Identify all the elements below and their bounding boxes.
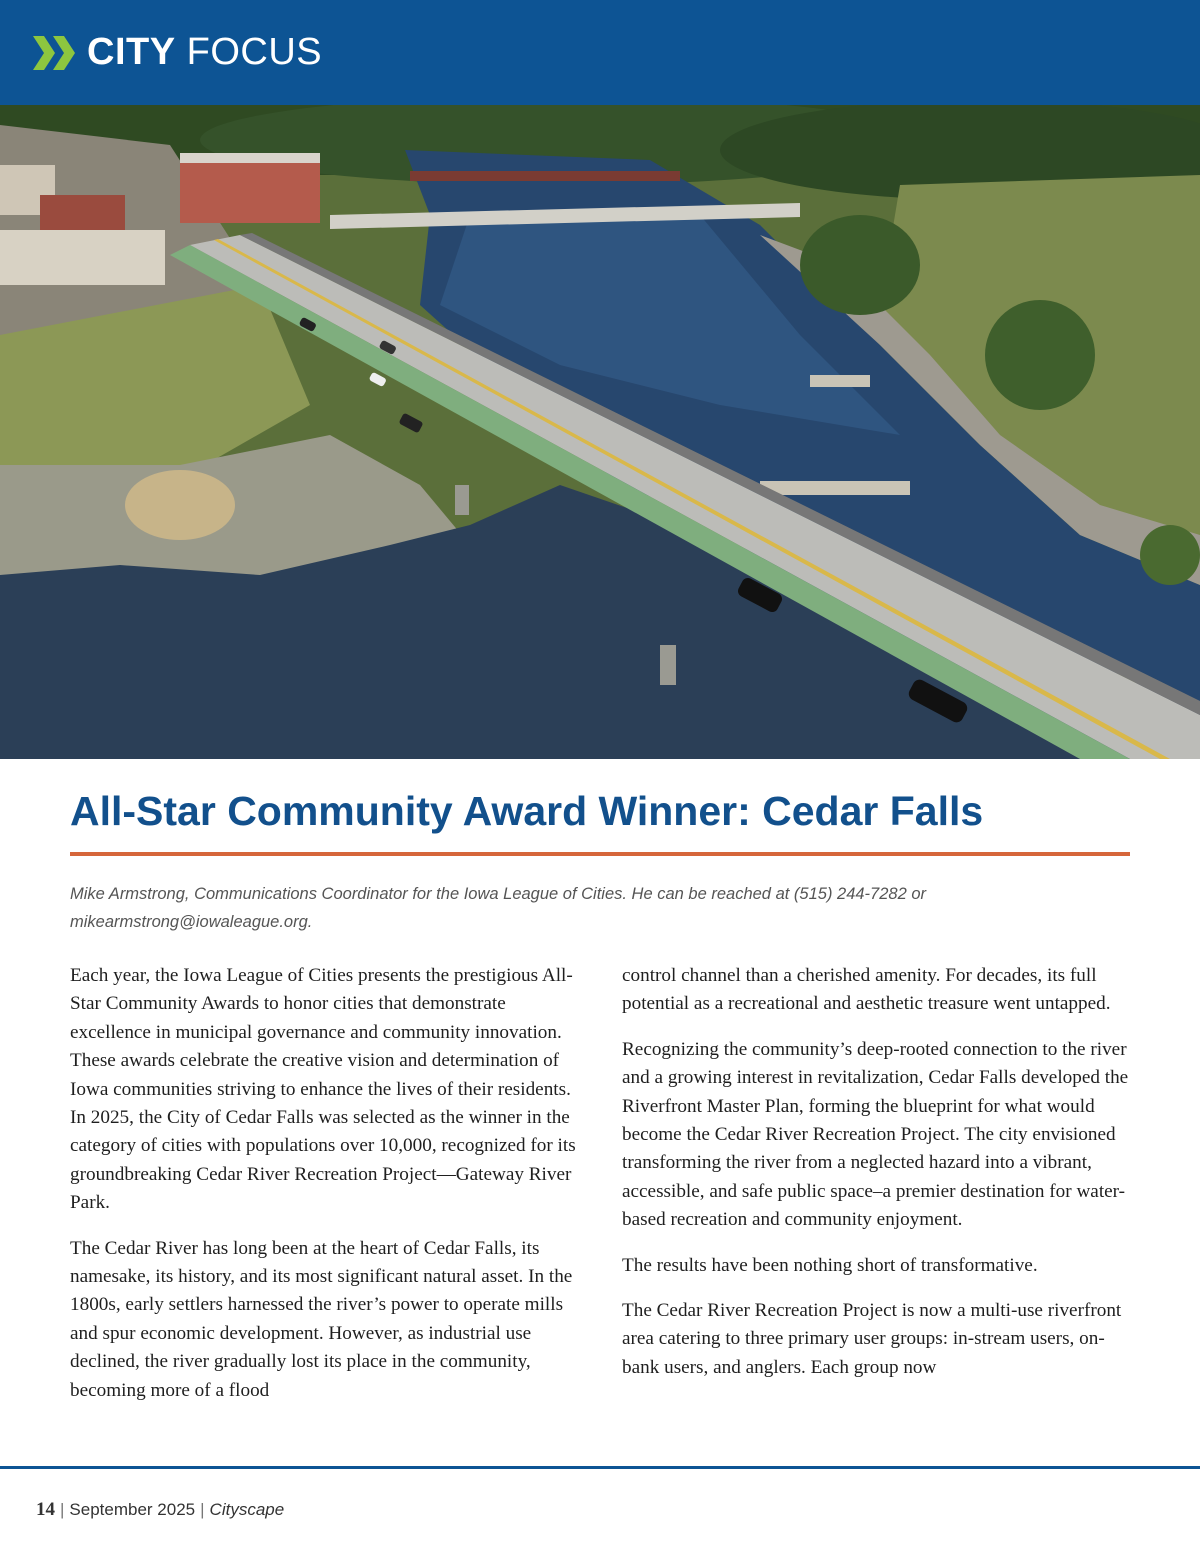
page-number: 14 xyxy=(36,1499,55,1520)
section-label-light: FOCUS xyxy=(175,31,323,73)
aerial-river-bridge-photo xyxy=(0,105,1200,759)
title-rule xyxy=(70,852,1130,856)
section-header-band xyxy=(0,0,1200,105)
issue-date: September 2025 xyxy=(69,1500,196,1519)
hero-photo xyxy=(0,105,1200,759)
section-label-bold: CITY xyxy=(87,31,176,73)
footer-rule xyxy=(0,1466,1200,1469)
section-label xyxy=(87,30,322,74)
publication-name: Cityscape xyxy=(209,1500,285,1519)
right-paragraph: control channel than a cherished amenity. For decades, its full potential as a recreational and aesthetic treasure went untapped. xyxy=(622,965,1111,1015)
left-paragraph: Each year, the Iowa League of Cities presents the prestigious All-Star Community Awards to honor cities that demonstrate excellence in municipal governance and community innovation. These awards celebrate the creative vision and determination of Iowa communities striving to enhance the lives of their residents. In 2025, the City of Cedar Falls was selected as the winner in the category of cities with populations over 10,000, recognized for its groundbreaking Cedar River Recreation Project—Gateway River Park. xyxy=(70,965,576,1214)
left-column xyxy=(70,962,585,1422)
footer-separator: | xyxy=(200,1500,205,1519)
right-column xyxy=(622,962,1132,1399)
right-paragraph: The Cedar River Recreation Project is now a multi-use riverfront area catering to three primary user groups: in-stream users, on-bank users, and anglers. Each group now xyxy=(622,1300,1122,1378)
right-paragraph: Recognizing the community’s deep-rooted connection to the river and a growing interest in revitalization, Cedar Falls developed the Riverfront Master Plan, forming the blueprint for what would become the Cedar River Recreation Project. The city envisioned transforming the river from a neglected hazard into a vibrant, accessible, and safe public space–a premier destination for water-based recreation and community enjoyment. xyxy=(622,1038,1129,1231)
footer-separator: | xyxy=(60,1500,65,1519)
double-chevron-right-icon xyxy=(33,36,77,70)
page-footer xyxy=(36,1499,284,1521)
left-paragraph: The Cedar River has long been at the heart of Cedar Falls, its namesake, its history, and its most significant natural asset. In the 1800s, early settlers harnessed the river’s power to operate mills and spur economic development. However, as industrial use declined, the river gradually lost its place in the community, becoming more of a flood xyxy=(70,1237,573,1401)
article-title: All-Star Community Award Winner: Cedar Falls xyxy=(70,788,984,834)
article-byline: Mike Armstrong, Communications Coordinator for the Iowa League of Cities. He can be reached at (515) 244-7282 or mikearmstrong@iowaleague.org. xyxy=(70,885,927,931)
right-paragraph: The results have been nothing short of transformative. xyxy=(622,1254,1038,1276)
